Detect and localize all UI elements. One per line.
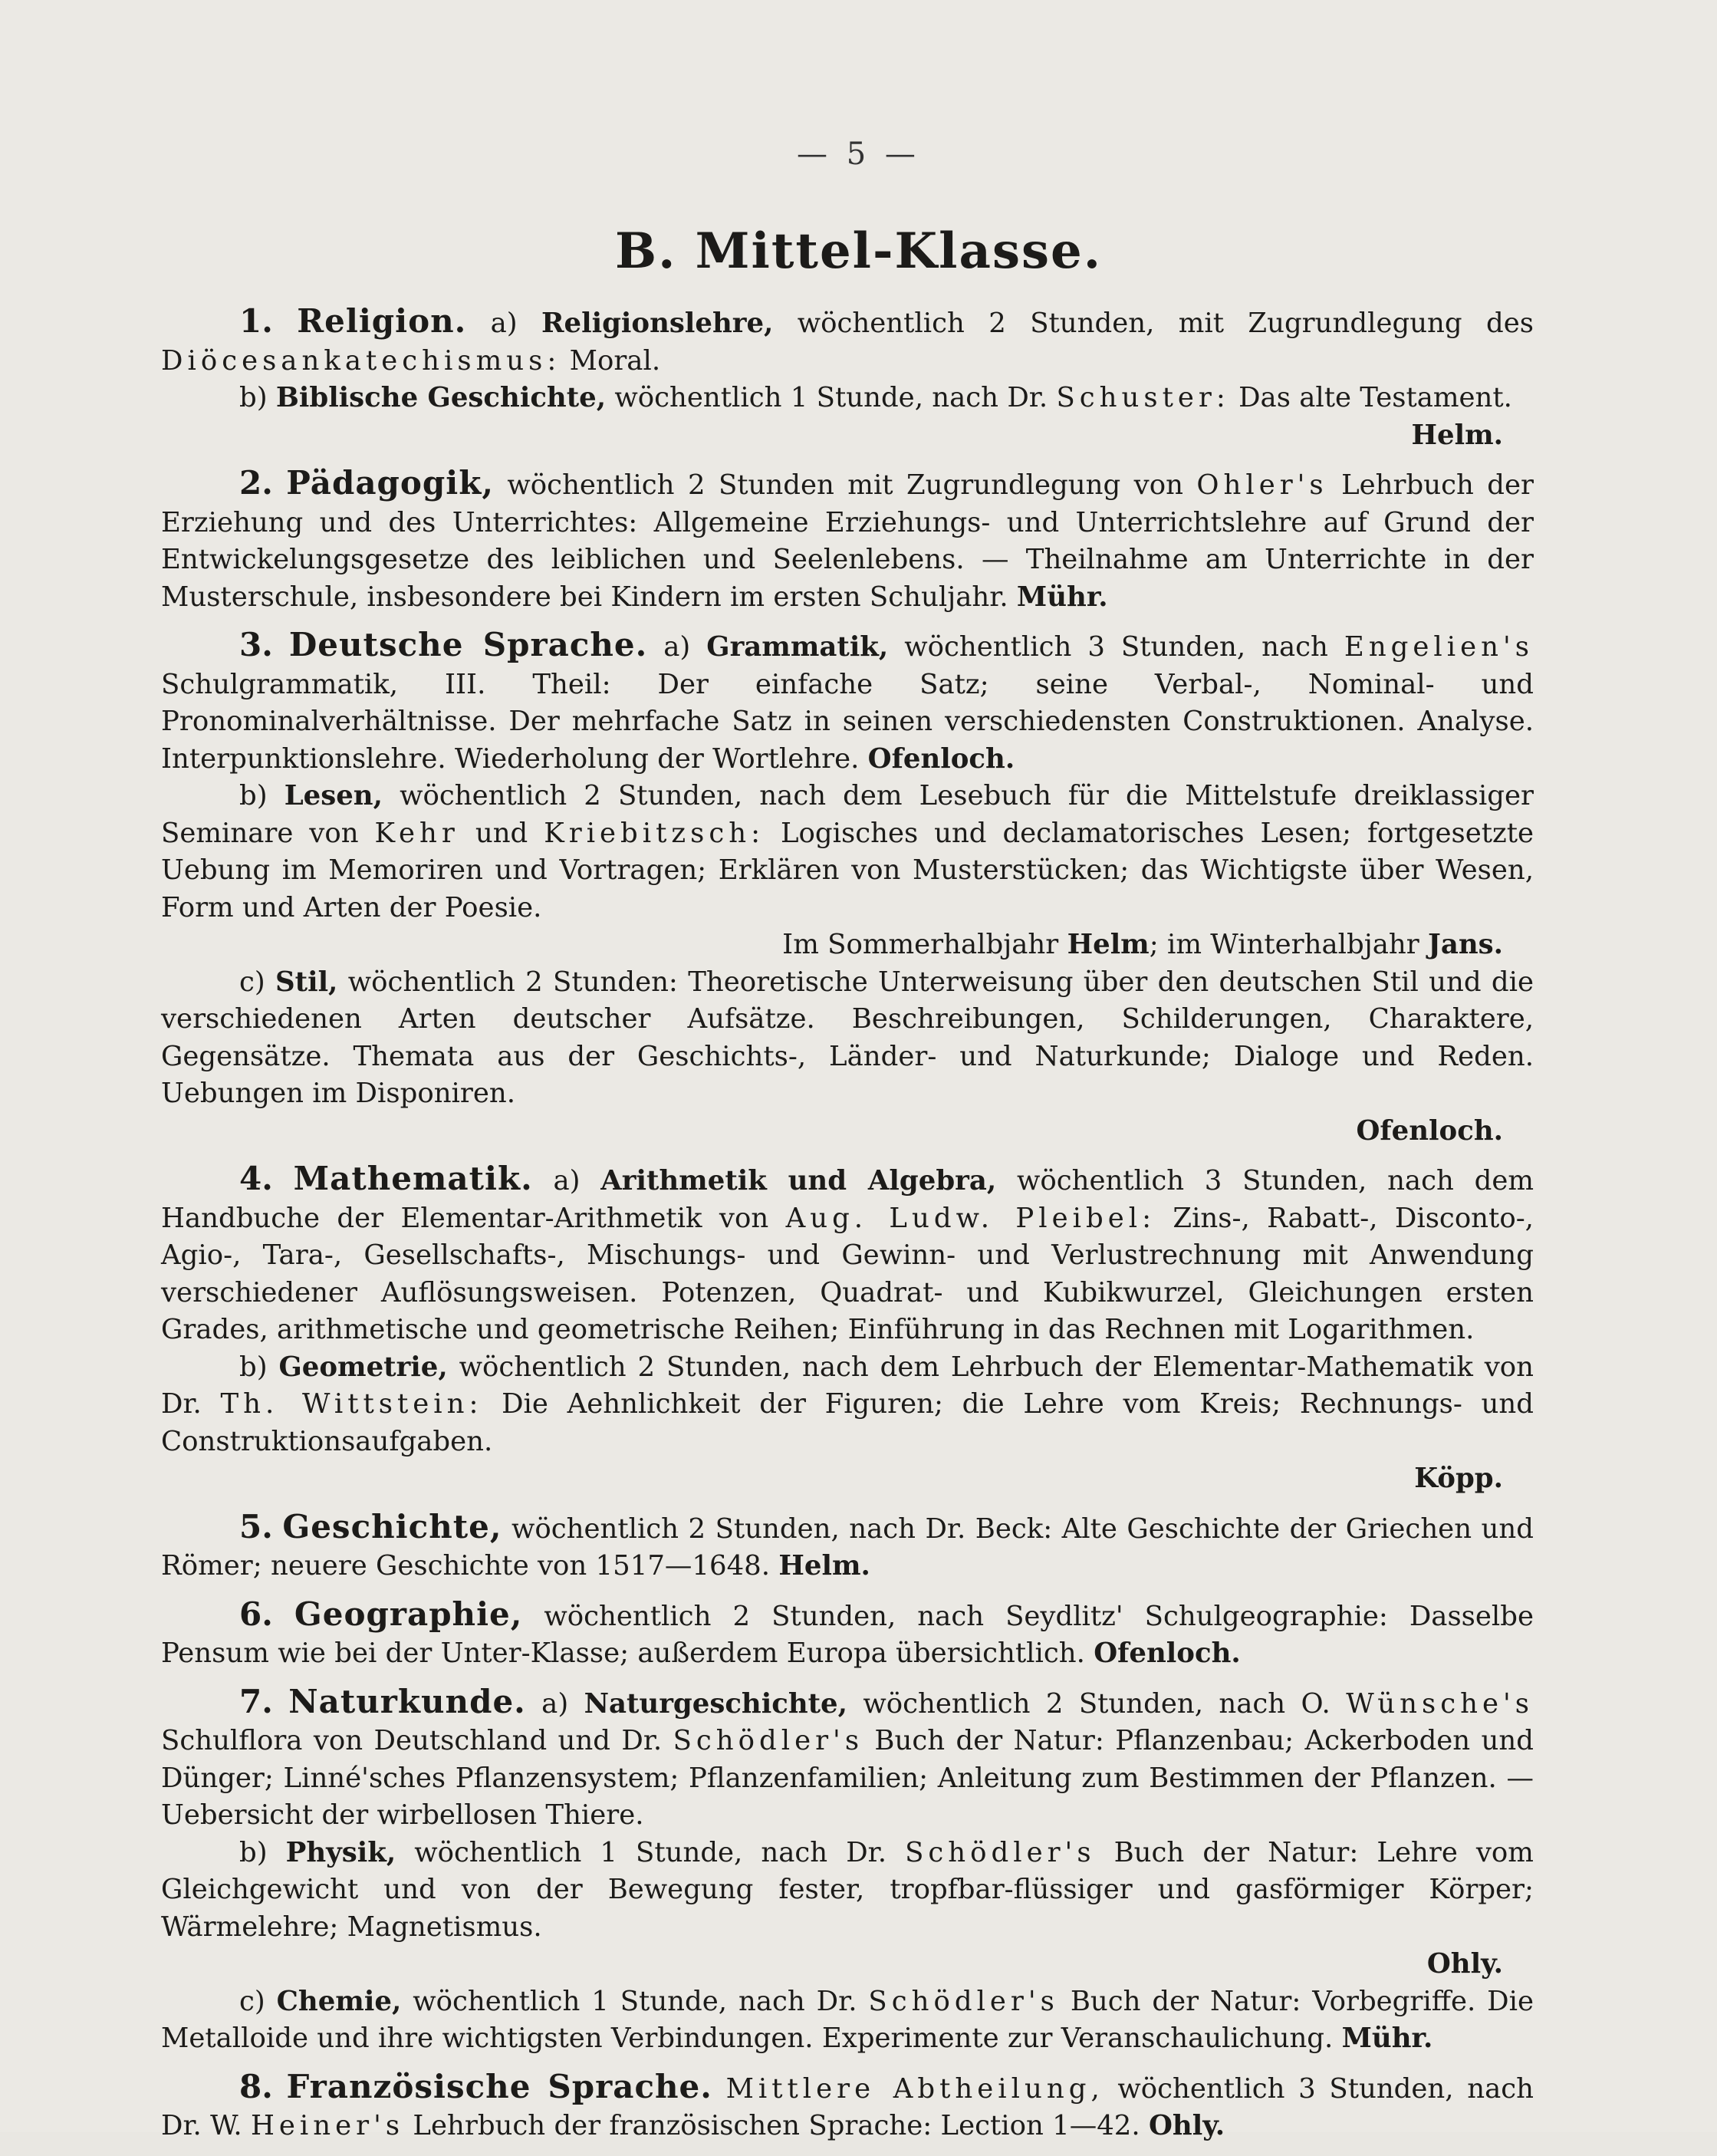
teacher-name: Mühr. [1016,581,1108,613]
section-naturkunde [161,1684,1534,2058]
paragraph [161,1835,1534,1947]
section-number: 3. [239,626,273,663]
item-label: c) [239,966,265,998]
item-label: b) [239,382,268,413]
section-mathematik [161,1160,1534,1498]
item-label: a) [553,1165,581,1196]
spaced-name: Ohler's [1196,469,1328,501]
subsection-title: Stil, [275,966,338,998]
paragraph-text: Buch der Natur: Vorbegriffe. Die Metalloide und ihre wichtigsten Verbindungen. Experimente zur Veranschaulichung. [161,1985,1534,2054]
section-title: Naturkunde. [288,1682,526,1720]
document-body [161,303,1534,2156]
paragraph-text: wöchentlich 3 Stunden, nach [904,631,1328,663]
subsection-title: Biblische Geschichte, [275,382,607,413]
paragraph [161,1983,1534,2058]
spaced-name: Schödler's [868,1985,1059,2017]
paragraph-text: Logisches und declamatorisches Lesen; fortgesetzte Uebung im Memoriren und Vortragen; Erklären von Musterstücken; das Wichtigste über Wesen, Form und Arten der Poesie. [161,817,1534,923]
paragraph [161,1596,1534,1673]
paragraph-text: wöchentlich 1 Stunde, nach Dr. [413,1985,857,2017]
spaced-name: Kriebitzsch: [544,817,765,849]
teacher-name: Helm. [1411,419,1503,451]
teacher-name: Helm [1067,929,1150,960]
spaced-name: Th. Wittstein: [220,1388,483,1420]
paragraph [161,303,1534,380]
section-number: 2. [239,464,273,502]
spaced-name: Schödler's [673,1725,864,1756]
item-label: c) [239,1985,265,2017]
section-number: 5. [239,1507,273,1545]
paragraph-text: wöchentlich 2 Stunden, nach Dr. Beck: Alte Geschichte der Griechen und Römer; neuere Geschichte von 1517—1648. [161,1512,1534,1582]
item-label: b) [239,780,268,811]
item-label: a) [490,308,518,339]
spaced-name: Schödler's [905,1836,1096,1868]
paragraph-text: Lehrbuch der französischen Sprache: Lection 1—42. [413,2110,1140,2141]
paragraph [161,778,1534,927]
paragraph-text: Die Aehnlichkeit der Figuren; die Lehre vom Kreis; Rechnungs- und Construktionsaufgaben. [161,1388,1534,1457]
paragraph-text: Buch der Natur: Pflanzenbau; Ackerboden und Dünger; Linné'sches Pflanzensystem; Pflanzenfamilien; Anleitung zum Bestimmen der Pflanzen. — Uebersicht der wirbellosen Thiere. [161,1725,1534,1831]
paragraph-text: wöchentlich 2 Stunden mit Zugrundlegung von [507,469,1183,501]
section-title: Deutsche Sprache. [288,626,648,663]
paragraph [161,1160,1534,1349]
paragraph [161,2069,1534,2145]
paragraph-text: wöchentlich 2 Stunden, nach O. [863,1687,1331,1720]
teacher-name: Ohly. [1426,1948,1503,1980]
page-number: — 5 — [797,137,920,172]
paragraph-text: Zins-, Rabatt-, Disconto-, Agio-, Tara-, Gesellschafts-, Mischungs- und Gewinn- und Verlustrechnung mit Anwendung verschiedener Auflösungsweisen. Potenzen, Quadrat- und Kubikwurzel, Gleichungen ersten Grades, arithmetische und geometrische Reihen; Einführung in das Rechnen mit Logarithmen. [161,1202,1534,1345]
paragraph [161,465,1534,616]
section-number: 7. [239,1682,273,1720]
teacher-name: Ofenloch. [1094,1638,1241,1669]
paragraph-text: wöchentlich 3 Stunden, nach Dr. W. [161,2072,1534,2141]
spaced-name: Heiner's [250,2110,405,2141]
spaced-name: Kehr [374,817,459,849]
paragraph-text: wöchentlich 1 Stunde, nach Dr. [414,1836,887,1868]
paragraph-text: wöchentlich 2 Stunden, nach Seydlitz' Schulgeographie: Dasselbe Pensum wie bei der Unter-Klasse; außerdem Europa übersichtlich. [161,1600,1534,1669]
teacher-name: Mühr. [1341,2023,1433,2054]
paragraph [161,1509,1534,1585]
subsection-title: Religionslehre, [541,308,774,339]
item-label: b) [239,1836,268,1868]
paragraph [161,1349,1534,1461]
section-number: 1. [239,302,273,340]
paragraph-text: Lehrbuch der Erziehung und des Unterrichtes: Allgemeine Erziehungs- und Unterrichtslehre auf Grund der Entwickelungsgesetze des leiblichen und Seelenlebens. — Theilnahme am Unterrichte in der Musterschule, insbesondere bei Kindern im ersten Schuljahr. [161,469,1534,613]
section-geographie [161,1596,1534,1673]
spaced-name: Mittlere Abtheilung, [725,2072,1104,2105]
paragraph-text: wöchentlich 1 Stunde, nach Dr. [614,382,1048,413]
subsection-title: Lesen, [284,780,383,811]
section-number: 4. [239,1160,273,1197]
section-paedagogik [161,465,1534,616]
teacher-name: Ofenloch. [867,742,1015,775]
paragraph-text: wöchentlich 2 Stunden, nach dem Lesebuch für die Mittelstufe dreiklassiger Seminare von [161,780,1534,849]
paragraph-text: und [475,817,528,849]
subsection-title: Physik, [285,1836,396,1868]
subsection-title: Chemie, [276,1985,402,2017]
section-geschichte [161,1509,1534,1585]
section-title: Mathematik. [293,1160,533,1197]
paragraph-text: Buch der Natur: Lehre vom Gleichgewicht und von der Bewegung fester, tropfbar-flüssiger und gasförmiger Körper; Wärmelehre; Magnetismus. [161,1836,1534,1943]
teacher-note: ; im Winterhalbjahr [1149,929,1419,960]
item-label: a) [663,631,691,663]
spaced-name: Diöcesankatechismus: [161,344,561,377]
teacher-note: Im Sommerhalbjahr [782,929,1059,960]
section-franzoesische-sprache [161,2069,1534,2145]
teacher-name: Ofenloch. [1356,1114,1503,1147]
subsection-title: Geometrie, [278,1351,448,1383]
subsection-title: Grammatik, [706,631,889,663]
section-title: Pädagogik, [286,464,494,502]
spaced-name: Schuster: [1056,382,1230,413]
paragraph [161,1684,1534,1835]
paragraph-text: Moral. [569,344,661,377]
item-label: b) [239,1351,268,1383]
paragraph-text: wöchentlich 2 Stunden, nach dem Lehrbuch der Elementar-Mathematik von Dr. [161,1351,1534,1420]
paragraph-text: Das alte Testament. [1238,382,1512,413]
spaced-name: Aug. Ludw. Pleibel: [785,1202,1156,1234]
paragraph-text: Schulflora von Deutschland und Dr. [161,1725,663,1756]
section-title: Religion. [297,302,467,340]
paragraph-text: wöchentlich 2 Stunden: Theoretische Unterweisung über den deutschen Stil und die verschiedenen Arten deutscher Aufsätze. Beschreibungen, Schilderungen, Charaktere, Gegensätze. Themata aus der Geschichts-, Länder- und Naturkunde; Dialoge und Reden. Uebungen im Disponiren. [161,966,1534,1109]
subsection-title: Naturgeschichte, [584,1687,848,1720]
paragraph-text: wöchentlich 2 Stunden, mit Zugrundlegung des [797,308,1534,339]
paragraph-text: wöchentlich 3 Stunden, nach dem Handbuche der Elementar-Arithmetik von [161,1165,1534,1234]
section-number: 8. [239,2067,273,2105]
teacher-name: Köpp. [1414,1463,1503,1494]
section-title: Geographie, [294,1595,523,1633]
section-religion [161,303,1534,454]
teacher-line [161,927,1534,964]
paragraph [161,964,1534,1113]
paragraph [161,627,1534,778]
spaced-name: Engelien's [1344,631,1534,663]
teacher-name: Jans. [1428,929,1503,960]
subsection-title: Arithmetik und Algebra, [600,1165,997,1196]
section-title: Geschichte, [282,1507,502,1545]
paragraph [161,380,1534,417]
section-number: 6. [239,1595,273,1633]
paragraph-text: Schulgrammatik, III. Theil: Der einfache Satz; seine Verbal-, Nominal- und Pronominalverhältnisse. Der mehrfache Satz in seinen verschiedensten Construktionen. Analyse. Interpunktionslehre. Wiederholung der Wortlehre. [161,668,1534,775]
teacher-name: Ohly. [1148,2110,1225,2141]
item-label: a) [541,1687,569,1720]
page-title: B. Mittel-Klasse. [615,222,1102,280]
spaced-name: Wünsche's [1346,1687,1534,1720]
teacher-name: Helm. [778,1550,870,1582]
section-title: Französische Sprache. [286,2067,712,2105]
section-deutsche-sprache [161,627,1534,1150]
